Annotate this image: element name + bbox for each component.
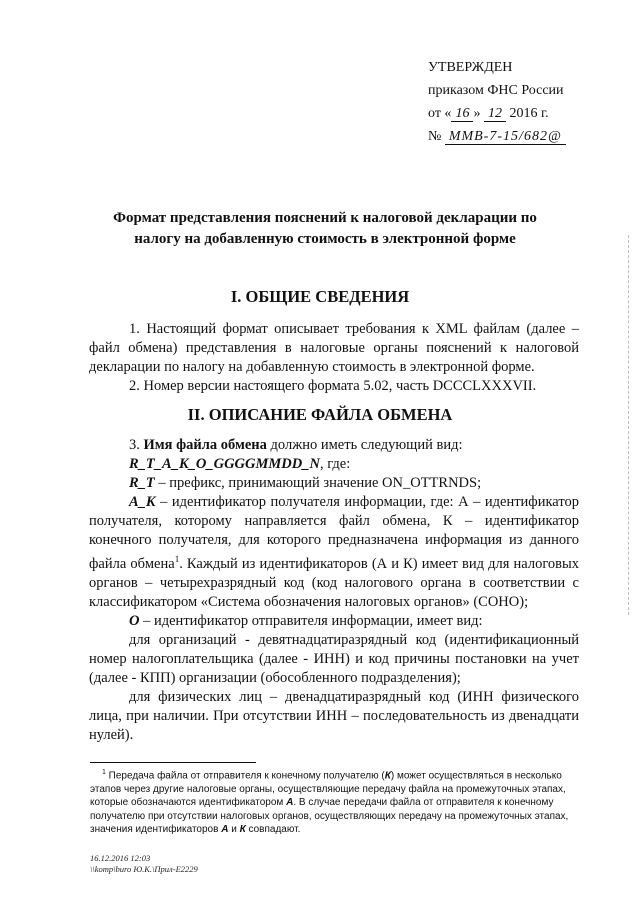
rt-definition: R_T – префикс, принимающий значение ON_OTTRNDS; — [129, 475, 482, 491]
document-title: Формат представления пояснений к налоговой декларации по налогу на добавленную стоимость в электронной форме — [113, 210, 537, 247]
approval-block — [428, 56, 566, 148]
footnote: $^1$ Передача файла от отправителя к конечному получателю (К) может осуществляться в несколько этапов через другие налоговые органы, осуществляющие передачу файла на промежуточных этапах, которые обозначаются идентификатором А. В случае передачи файла от отправителя к конечному получателю при отсутствии налоговых органов, осуществляющих передачу на промежуточных этапах, значения идентификаторов А и К совпадают. — [90, 769, 569, 836]
paragraph-2: 2. Номер версии настоящего формата 5.02, часть DCCCLXXXVII. — [129, 378, 537, 394]
order-number: ММВ-7-15/682@ — [445, 129, 566, 145]
footnote-ref: 1 — [174, 554, 180, 564]
paragraph-3: 3. Имя файла обмена должно иметь следующий вид: — [129, 437, 463, 453]
footnote-separator — [90, 762, 256, 763]
paragraph-1: 1. Настоящий формат описывает требования к XML файлам (далее – файл обмена) представления в налоговые органы пояснений к налоговой декларации по налогу на добавленную стоимость в электронной форме. — [89, 321, 579, 375]
o-definition: O – идентификатор отправителя информации, имеет вид: — [129, 612, 483, 629]
date-month: 12 — [484, 106, 506, 122]
ak-definition: A_K – идентификатор получателя информации, где: А – идентификатор получателя, которому направляется файл обмена, К – идентификатор конечного получателя, для которого предназначена информация из данного файла обмена$^1$. Каждый из идентификаторов (А и К) имеет вид для налоговых органов – четырехразрядный код (код налогового органа в соответствии с классификатором «Система обозначения налоговых органов» (СОНО); — [89, 494, 580, 610]
date-day: 16 — [451, 106, 473, 122]
section2-heading: II. ОПИСАНИЕ ФАЙЛА ОБМЕНА — [187, 405, 453, 424]
section2-body — [89, 436, 579, 745]
approval-number: № ММВ-7-15/682@ — [428, 125, 566, 148]
print-stamp: 16.12.2016 12:03 \\komp\buro Ю.К.\Прил-Е2229 — [90, 853, 198, 874]
file-name-pattern: R_T_A_K_O_GGGGMMDD_N, где: — [129, 456, 351, 472]
date-year: 2016 г. — [509, 106, 549, 121]
scan-margin-marks — [628, 235, 630, 615]
approval-title: УТВЕРЖДЕН — [428, 60, 513, 75]
approval-date: от « 16 » 12 2016 г. — [428, 106, 549, 121]
section1-body — [89, 320, 579, 396]
section1-heading: I. ОБЩИЕ СВЕДЕНИЯ — [230, 287, 410, 306]
org-definition: для организаций - девятнадцатиразрядный код (идентификационный номер налогоплательщика (далее - ИНН) и код причины постановки на учет (далее - КПП) организации (обособленного подразделения); — [89, 631, 579, 686]
approval-order: приказом ФНС России — [428, 83, 564, 98]
phys-definition: для физических лиц – двенадцатиразрядный код (ИНН физического лица, при наличии. При отсутствии ИНН – последовательность из двенадцати нулей). — [89, 688, 579, 743]
